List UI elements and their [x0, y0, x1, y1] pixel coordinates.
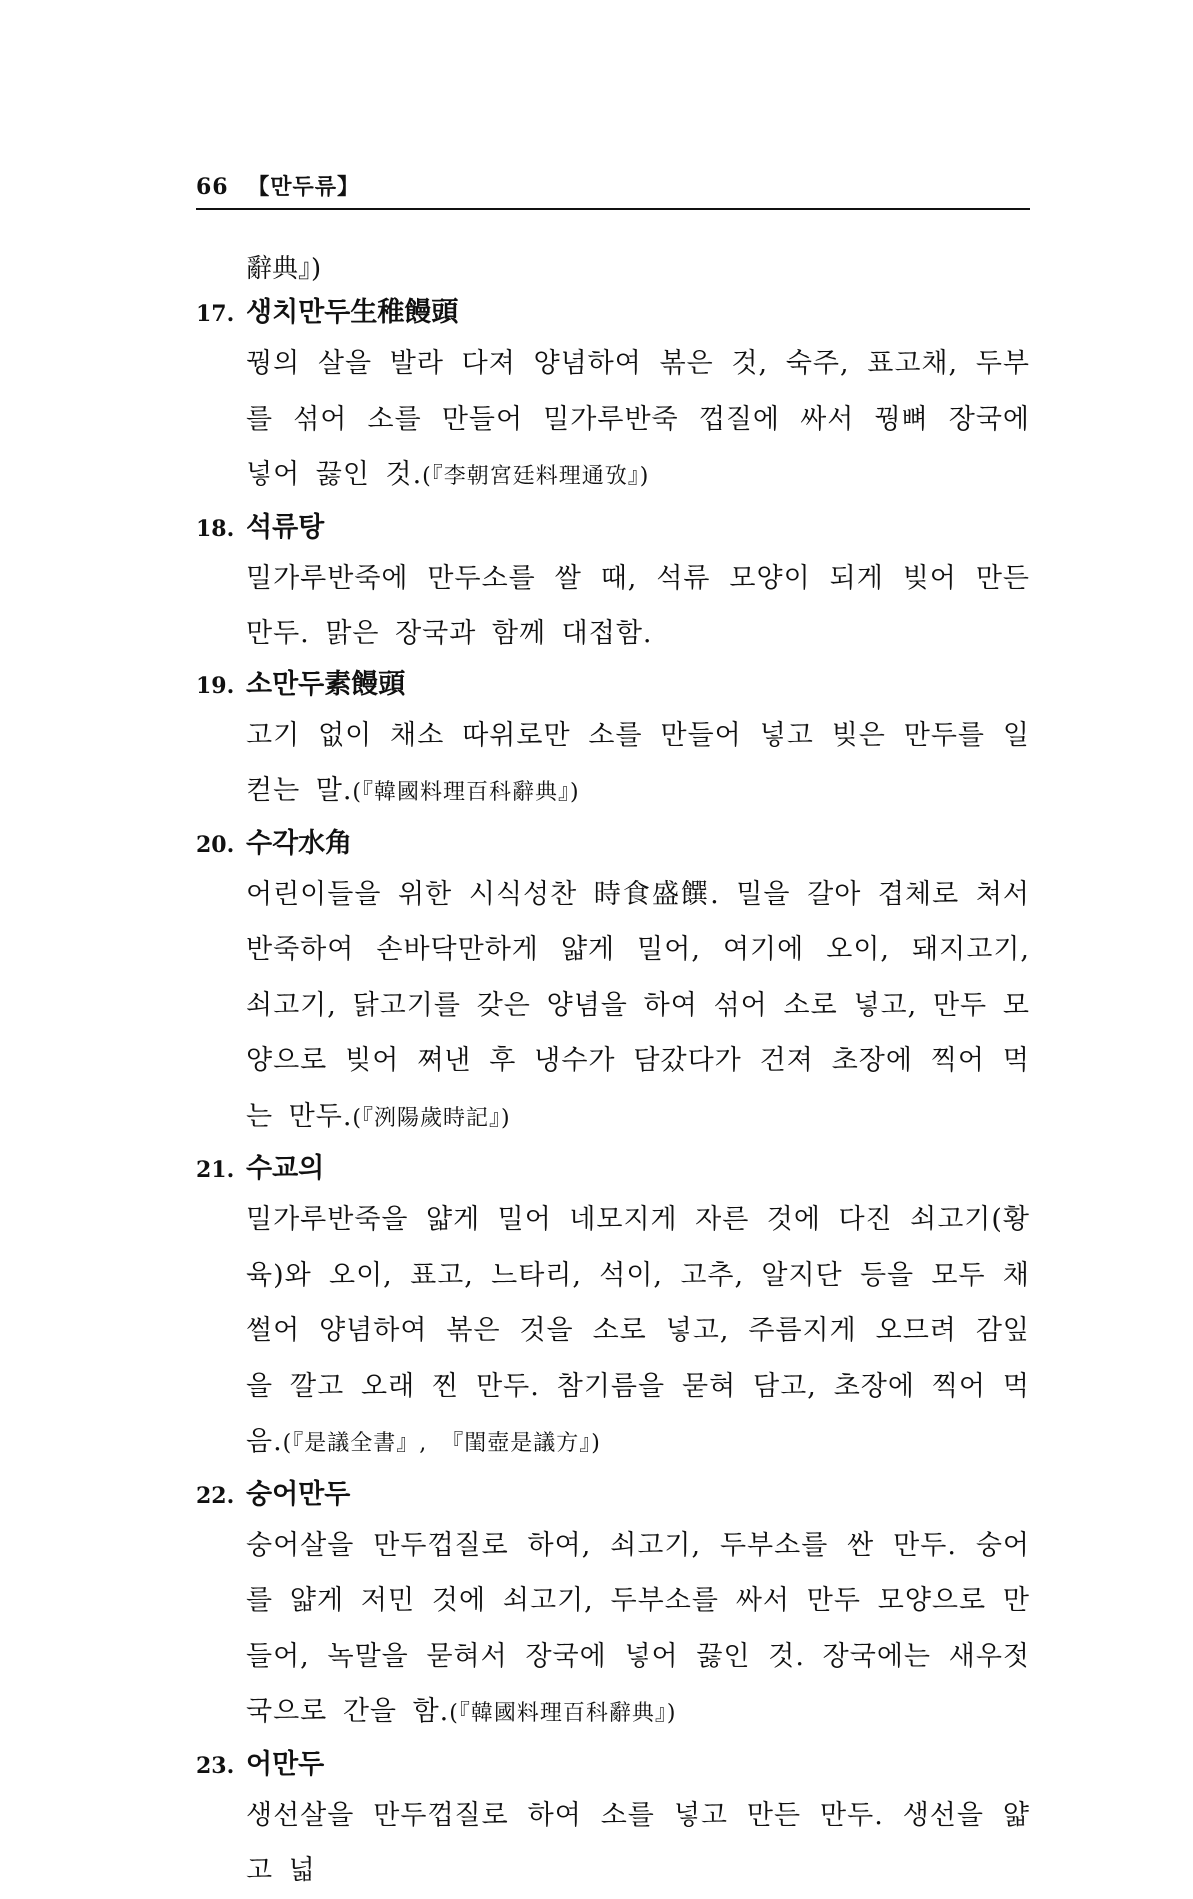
continued-text: 辭典』)	[246, 254, 322, 284]
entry-number: 17.	[196, 301, 235, 327]
entry-heading	[196, 505, 1030, 551]
entry-heading	[196, 662, 1030, 708]
section-title: 【만두류】	[247, 174, 361, 200]
entry-source: (『韓國料理百科辭典』)	[352, 780, 580, 805]
entry-description	[246, 1788, 1030, 1899]
entry-title: 석류탕	[246, 511, 325, 543]
entry-text: 어린이들을 위한 시식성찬 時食盛饌. 밀을 갈아 겹체로 쳐서 반죽하여 손바닥만하게 얇게 밀어, 여기에 오이, 돼지고기, 쇠고기, 닭고기를 갖은 양념을 하여 섞어 소로 넣고, 만두 모양으로 빚어 쪄낸 후 냉수가 담갔다가 건져 초장에 찍어 먹는 만두.	[246, 878, 1030, 1132]
entry-title: 소만두素饅頭	[246, 668, 406, 700]
entry-heading	[196, 290, 1030, 336]
entry-description	[246, 867, 1030, 1147]
entry-22	[196, 1472, 1030, 1742]
entry-description	[246, 1192, 1030, 1472]
entry-number: 18.	[196, 515, 235, 542]
entry-23	[196, 1742, 1030, 1899]
entry-20	[196, 821, 1030, 1147]
body-text	[196, 240, 1030, 1899]
entry-19	[196, 662, 1030, 821]
header-rule	[196, 208, 1030, 210]
entry-description	[246, 708, 1030, 821]
page-number: 66	[196, 174, 229, 200]
entry-heading	[196, 1146, 1030, 1192]
entry-number: 21.	[196, 1157, 235, 1183]
entry-description	[246, 1518, 1030, 1742]
entry-text: 고기 없이 채소 따위로만 소를 만들어 넣고 빚은 만두를 일컫는 말.	[246, 719, 1030, 806]
entry-description	[246, 336, 1030, 505]
entry-title: 수각水角	[246, 827, 353, 859]
entry-text: 생선살을 만두껍질로 하여 소를 넣고 만든 만두. 생선을 얇고 넓	[246, 1799, 1030, 1886]
entry-text: 숭어살을 만두껍질로 하여, 쇠고기, 두부소를 싼 만두. 숭어를 얇게 저민 것에 쇠고기, 두부소를 싸서 만두 모양으로 만들어, 녹말을 묻혀서 장국에 넣어 끓인 것. 장국에는 새우젓국으로 간을 함.	[246, 1529, 1030, 1727]
entry-17	[196, 290, 1030, 505]
page-header	[196, 170, 1028, 201]
entry-source: (『韓國料理百科辭典』)	[449, 1701, 677, 1726]
entry-description	[246, 551, 1030, 662]
entry-heading	[196, 1472, 1030, 1518]
entry-number: 23.	[196, 1752, 235, 1779]
entry-source: (『洌陽歲時記』)	[352, 1105, 511, 1131]
entry-text: 밀가루반죽에 만두소를 쌀 때, 석류 모양이 되게 빚어 만든 만두. 맑은 장국과 함께 대접함.	[246, 562, 1030, 649]
entry-number: 22.	[196, 1482, 235, 1509]
entry-18	[196, 505, 1030, 662]
entry-text: 꿩의 살을 발라 다져 양념하여 볶은 것, 숙주, 표고채, 두부를 섞어 소를 만들어 밀가루반죽 껍질에 싸서 꿩뼈 장국에 넣어 끓인 것.	[246, 348, 1030, 490]
entry-title: 어만두	[246, 1748, 325, 1780]
entry-title: 생치만두生稚饅頭	[246, 297, 459, 328]
entry-heading	[196, 1742, 1030, 1788]
entry-heading	[196, 821, 1030, 867]
entry-number: 20.	[196, 831, 235, 858]
entry-title: 수교의	[246, 1153, 325, 1184]
entry-text: 밀가루반죽을 얇게 밀어 네모지게 자른 것에 다진 쇠고기(황육)와 오이, 표고, 느타리, 석이, 고추, 알지단 등을 모두 채 썰어 양념하여 볶은 것을 소로 넣고, 주름지게 오므려 감잎을 깔고 오래 찐 만두. 참기름을 묻혀 담고, 초장에 찍어 먹음.	[246, 1204, 1030, 1457]
entry-number: 19.	[196, 672, 235, 699]
entry-source: (『是議全書』, 『閨壺是議方』)	[282, 1431, 601, 1456]
entry-title: 숭어만두	[246, 1478, 351, 1510]
entry-21	[196, 1146, 1030, 1472]
entry-source: (『李朝宮廷料理通攷』)	[422, 464, 650, 489]
